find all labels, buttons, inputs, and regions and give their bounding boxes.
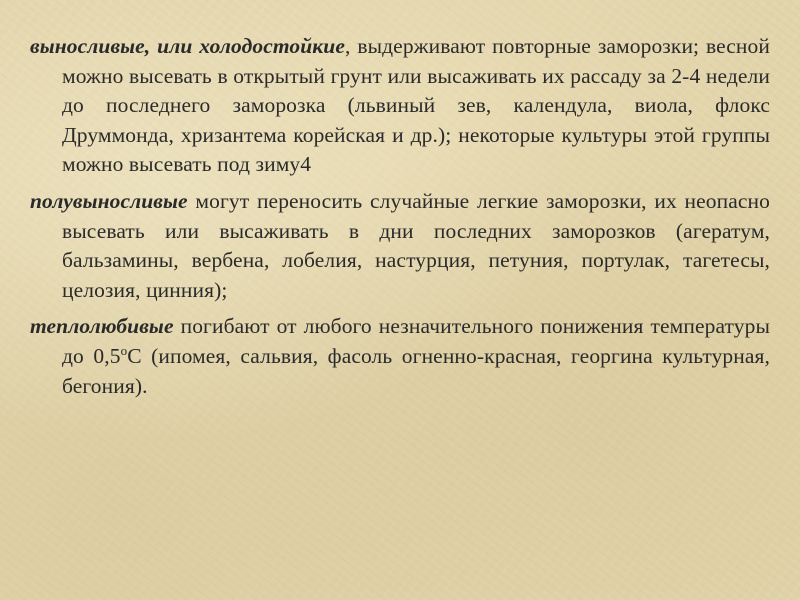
paragraph-half-hardy [30, 187, 770, 305]
term-half-hardy: полувыносливые [30, 188, 188, 213]
degree-superscript: о [120, 342, 128, 358]
slide-body [30, 32, 770, 408]
text-tender-after: С (ипомея, сальвия, фасоль огненно-красная, георгина культурная, бегония). [62, 343, 770, 398]
text-half-hardy: могут переносить случайные легкие заморозки, их неопасно высевать или высаживать в дни последних заморозков (агератум, бальзамины, вербена, лобелия, настурция, петуния, портулак, тагетесы, целозия, цинния); [62, 188, 770, 302]
paragraph-tender [30, 312, 770, 401]
paragraph-hardy [30, 32, 770, 180]
text-tender-before: погибают от любого незначительного понижения температуры до 0,5 [62, 314, 770, 368]
term-hardy: выносливые, или холодостойкие [30, 34, 345, 58]
term-tender: теплолюбивые [30, 314, 174, 339]
text-hardy: , выдерживают повторные заморозки; весной можно высевать в открытый грунт или высаживать их рассаду за 2-4 недели до последнего заморозка (львиный зев, календула, виола, флокс Друммонда, хризантема корейская и др.); некоторые культуры этой группы можно высевать под зиму4 [62, 34, 770, 177]
